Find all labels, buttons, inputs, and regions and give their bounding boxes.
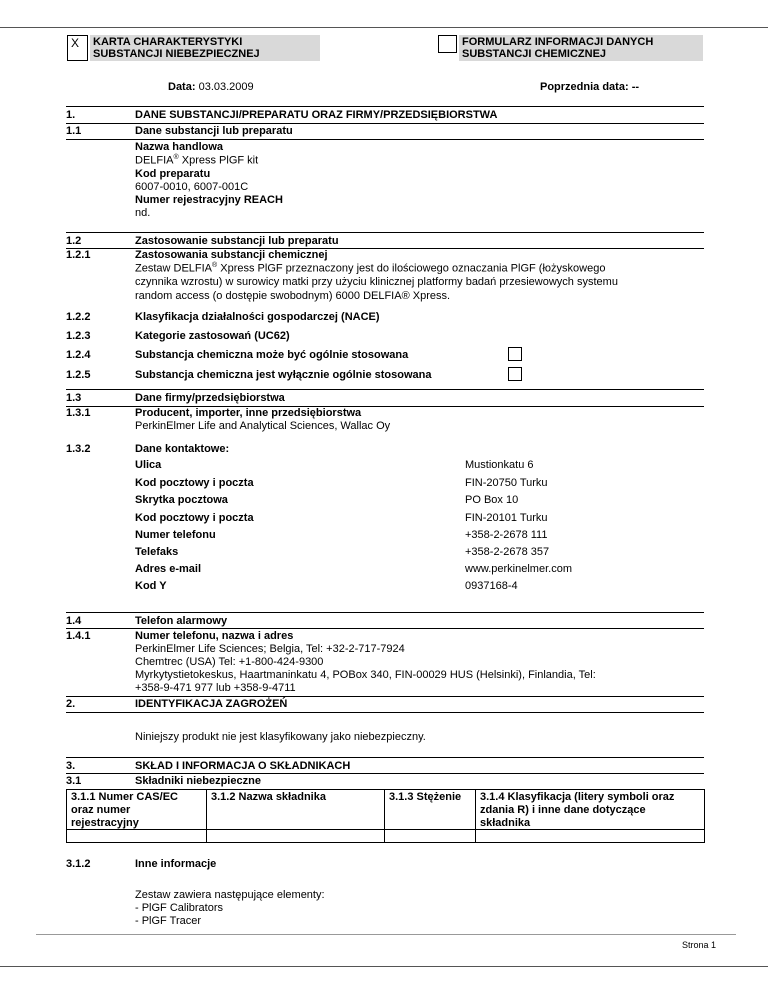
table-header-concentration: 3.1.3 Stężenie: [384, 789, 476, 830]
contact-label: Kod Y: [135, 580, 167, 592]
subsection-number: 1.2.2: [66, 311, 91, 323]
section-title: DANE SUBSTANCJI/PREPARATU ORAZ FIRMY/PRZEDSIĘBIORSTWA: [135, 109, 498, 121]
contact-label: Skrytka pocztowa: [135, 494, 228, 506]
divider: [66, 106, 704, 107]
contact-label: Adres e-mail: [135, 563, 202, 575]
divider: [66, 696, 704, 697]
sds-title-box: [90, 35, 320, 61]
contact-value: +358-2-2678 357: [465, 546, 550, 558]
contact-label: Ulica: [135, 459, 162, 471]
prev-date-value: --: [631, 81, 640, 93]
section-number: 3.: [66, 760, 76, 772]
sds-title-line1: KARTA CHARAKTERYSTYKI: [93, 36, 243, 48]
general-use-checkbox[interactable]: [508, 347, 522, 361]
subsection-number: 1.3.1: [66, 407, 91, 419]
product-code-value: 6007-0010, 6007-001C: [135, 181, 249, 193]
manufacturer-name: PerkinElmer Life and Analytical Sciences, Wallac Oy: [135, 420, 391, 432]
section-number: 1.: [66, 109, 76, 121]
emergency-line: +358-9-471 977 lub +358-9-4711: [135, 682, 296, 694]
usage-text-line2: czynnika wzrostu) w surowicy matki przy użyciu klinicznej platformy badań przesiewowych systemu: [135, 276, 618, 288]
date-field: [168, 81, 254, 93]
subsection-number: 1.2.4: [66, 349, 91, 361]
table-cell: [66, 829, 207, 843]
subsection-number: 1.4: [66, 615, 82, 627]
usage-text-line1: Zestaw DELFIA® Xpress PlGF przeznaczony jest do ilościowego oznaczania PlGF (łożyskowego: [135, 262, 606, 275]
date-label: Data:: [168, 81, 196, 93]
contact-value: www.perkinelmer.com: [465, 563, 572, 575]
emergency-line: Myrkytystietokeskus, Haartmaninkatu 4, POBox 340, FIN-00029 HUS (Helsinki), Finlandia, Tel:: [135, 669, 596, 681]
subsection-title: Telefon alarmowy: [135, 615, 228, 627]
other-info-intro: Zestaw zawiera następujące elementy:: [135, 889, 325, 901]
footer-rule: [36, 934, 736, 935]
subsection-title: Substancja chemiczna może być ogólnie stosowana: [135, 349, 409, 361]
subsection-number: 1.2.3: [66, 330, 91, 342]
subsection-title: Inne informacje: [135, 858, 217, 870]
subsection-number: 1.1: [66, 125, 82, 137]
prev-date-label: Poprzednia data:: [540, 81, 629, 93]
date-value: 03.03.2009: [198, 81, 254, 93]
contact-value: FIN-20101 Turku: [465, 512, 548, 524]
subsection-title: Dane substancji lub preparatu: [135, 125, 293, 137]
contact-value: FIN-20750 Turku: [465, 477, 548, 489]
divider: [66, 757, 704, 758]
subsection-title: Kategorie zastosowań (UC62): [135, 330, 290, 342]
subsection-number: 3.1: [66, 775, 82, 787]
contact-value: PO Box 10: [465, 494, 519, 506]
subsection-number: 1.2.5: [66, 369, 91, 381]
trade-name-value: DELFIA® Xpress PlGF kit: [135, 154, 259, 167]
subsection-number: 3.1.2: [66, 858, 91, 870]
sds-checkbox[interactable]: [67, 35, 88, 61]
subsection-title: Dane firmy/przedsiębiorstwa: [135, 392, 285, 404]
table-cell: [206, 829, 385, 843]
table-header-classification: 3.1.4 Klasyfikacja (litery symboli oraz zdania R) i inne dane dotyczące składnika: [475, 789, 705, 830]
form-title-line2: SUBSTANCJI CHEMICZNEJ: [462, 48, 607, 60]
divider: [66, 628, 704, 629]
sds-title-line2: SUBSTANCJI NIEBEZPIECZNEJ: [93, 48, 260, 60]
form-title-box: [459, 35, 703, 61]
divider: [66, 612, 704, 613]
reach-value: nd.: [135, 207, 151, 219]
contact-label: Telefaks: [135, 546, 179, 558]
section-title: IDENTYFIKACJA ZAGROŻEŃ: [135, 698, 288, 710]
sds-checkbox-mark: X: [71, 36, 80, 50]
prev-date-field: [540, 81, 639, 93]
section-number: 2.: [66, 698, 76, 710]
hazard-text: Niniejszy produkt nie jest klasyfikowany jako niebezpieczny.: [135, 731, 426, 743]
page-top-border: [0, 27, 768, 28]
contact-label: Kod pocztowy i poczta: [135, 477, 254, 489]
subsection-title: Numer telefonu, nazwa i adres: [135, 630, 294, 642]
subsection-number: 1.2: [66, 235, 82, 247]
subsection-title: Producent, importer, inne przedsiębiorstwa: [135, 407, 362, 419]
table-cell: [475, 829, 705, 843]
subsection-title: Składniki niebezpieczne: [135, 775, 261, 787]
subsection-title: Klasyfikacja działalności gospodarczej (NACE): [135, 311, 380, 323]
subsection-title: Zastosowanie substancji lub preparatu: [135, 235, 339, 247]
divider: [66, 232, 704, 233]
subsection-title: Substancja chemiczna jest wyłącznie ogólnie stosowana: [135, 369, 432, 381]
page-number: Strona 1: [682, 940, 717, 950]
product-code-label: Kod preparatu: [135, 168, 211, 180]
subsection-number: 1.3: [66, 392, 82, 404]
trade-name-label: Nazwa handlowa: [135, 141, 224, 153]
other-info-item: - PlGF Calibrators: [135, 902, 224, 914]
contact-value: +358-2-2678 111: [465, 529, 548, 541]
subsection-title: Dane kontaktowe:: [135, 443, 230, 455]
contact-value: Mustionkatu 6: [465, 459, 534, 471]
subsection-title: Zastosowania substancji chemicznej: [135, 249, 328, 261]
table-header-cas: 3.1.1 Numer CAS/EC oraz numer rejestracyjny: [66, 789, 207, 830]
section-title: SKŁAD I INFORMACJA O SKŁADNIKACH: [135, 760, 351, 772]
divider: [66, 139, 704, 140]
divider: [66, 712, 704, 713]
emergency-line: Chemtrec (USA) Tel: +1-800-424-9300: [135, 656, 324, 668]
contact-label: Kod pocztowy i poczta: [135, 512, 254, 524]
contact-value: 0937168-4: [465, 580, 518, 592]
subsection-number: 1.4.1: [66, 630, 91, 642]
usage-text-line3: random access (o dostępie swobodnym) 6000 DELFIA® Xpress.: [135, 290, 451, 302]
subsection-number: 1.3.2: [66, 443, 91, 455]
divider: [66, 123, 704, 124]
divider: [66, 389, 704, 390]
subsection-number: 1.2.1: [66, 249, 91, 261]
other-info-item: - PlGF Tracer: [135, 915, 202, 927]
table-cell: [384, 829, 476, 843]
contact-label: Numer telefonu: [135, 529, 216, 541]
table-header-name: 3.1.2 Nazwa składnika: [206, 789, 385, 830]
divider: [66, 773, 704, 774]
emergency-line: PerkinElmer Life Sciences; Belgia, Tel: +32-2-717-7924: [135, 643, 405, 655]
form-title-line1: FORMULARZ INFORMACJI DANYCH: [462, 36, 654, 48]
exclusive-use-checkbox[interactable]: [508, 367, 522, 381]
form-checkbox[interactable]: [438, 35, 457, 53]
page-bottom-border: [0, 966, 768, 967]
reach-label: Numer rejestracyjny REACH: [135, 194, 283, 206]
